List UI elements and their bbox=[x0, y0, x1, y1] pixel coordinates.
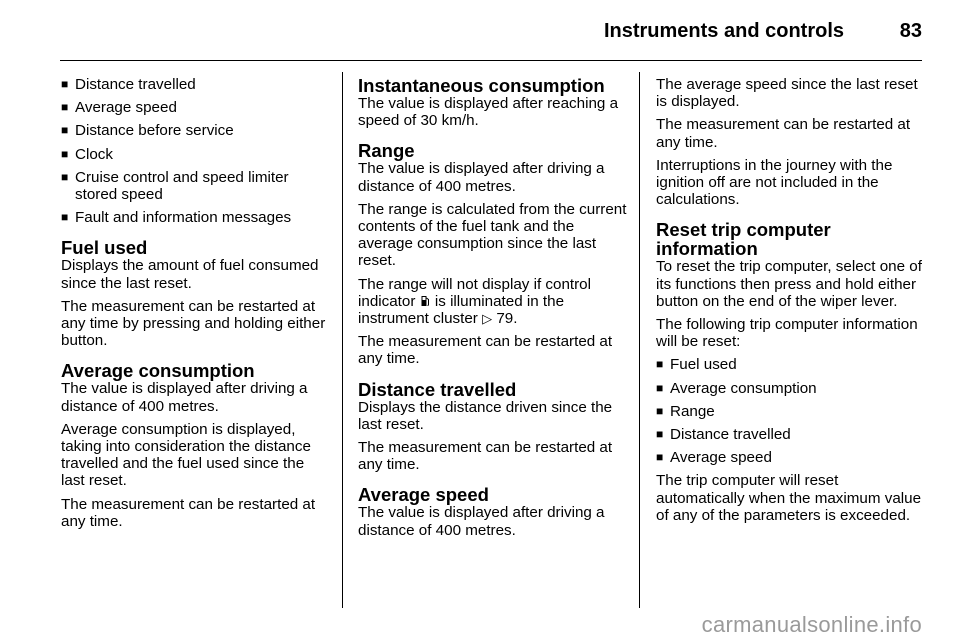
paragraph: The measurement can be restarted at any time. bbox=[358, 439, 613, 474]
list-item: ■ Average consumption bbox=[656, 379, 817, 397]
section-heading: Fuel used bbox=[61, 237, 148, 259]
column-3 bbox=[656, 76, 926, 530]
section-average-consumption bbox=[61, 361, 329, 530]
paragraph: The value is displayed after driving a distance of 400 metres. bbox=[61, 380, 308, 415]
square-bullet-icon: ■ bbox=[656, 403, 664, 418]
paragraph-text: is illuminated in the instrument cluster bbox=[358, 292, 565, 328]
section-reset-trip-computer bbox=[656, 220, 926, 524]
square-bullet-icon: ■ bbox=[656, 357, 664, 372]
section-heading: Average speed bbox=[358, 484, 489, 506]
paragraph: The trip computer will reset automatically when the maximum value of any of the parameters is exceeded. bbox=[656, 472, 922, 524]
section-range bbox=[358, 141, 628, 367]
section-heading: Instantaneous consumption bbox=[358, 75, 605, 96]
list-item: ■ Distance before service bbox=[61, 122, 234, 140]
page-header bbox=[60, 14, 922, 48]
list-item: ■ Average speed bbox=[61, 99, 177, 117]
square-bullet-icon: ■ bbox=[61, 123, 69, 138]
paragraph: To reset the trip computer, select one of its functions then press and hold either button on the end of the wiper lever. bbox=[656, 258, 922, 310]
paragraph: The measurement can be restarted at any time by pressing and holding either button. bbox=[61, 297, 326, 350]
paragraph: Interruptions in the journey with the ignition off are not included in the calculations. bbox=[656, 156, 893, 209]
section-average-speed bbox=[358, 485, 628, 538]
paragraph: Displays the amount of fuel consumed since the last reset. bbox=[61, 257, 319, 292]
list-item: ■ Cruise control and speed limiter stored speed bbox=[61, 168, 289, 204]
section-heading: Range bbox=[358, 140, 415, 162]
column-divider-2 bbox=[639, 72, 640, 608]
bullet-list bbox=[656, 356, 926, 466]
paragraph: The average speed since the last reset is displayed. bbox=[656, 76, 918, 111]
list-item: ■ Distance travelled bbox=[656, 426, 791, 444]
page-number: 83 bbox=[899, 20, 922, 42]
paragraph: Average consumption is displayed, taking into consideration the distance travelled and the fuel used since the last reset. bbox=[61, 420, 311, 490]
fuel-pump-icon bbox=[421, 295, 430, 307]
square-bullet-icon: ■ bbox=[656, 380, 664, 395]
section-distance-travelled bbox=[358, 380, 628, 474]
square-bullet-icon: ■ bbox=[656, 427, 664, 442]
square-bullet-icon: ■ bbox=[656, 450, 664, 465]
paragraph: The measurement can be restarted at any time. bbox=[656, 116, 911, 151]
paragraph: The range is calculated from the current contents of the fuel tank and the average consumption since the last reset. bbox=[358, 200, 627, 270]
list-item: ■ Fuel used bbox=[656, 356, 737, 374]
paragraph: The value is displayed after driving a distance of 400 metres. bbox=[358, 504, 605, 539]
column-divider-1 bbox=[342, 72, 343, 608]
page-title: Instruments and controls bbox=[603, 20, 844, 42]
square-bullet-icon: ■ bbox=[61, 169, 69, 184]
section-heading: Reset trip computer information bbox=[656, 219, 831, 260]
section-heading: Average consumption bbox=[61, 360, 255, 382]
watermark: carmanualsonline.info bbox=[701, 612, 922, 637]
page-reference: 79. bbox=[496, 310, 518, 328]
list-item: ■ Range bbox=[656, 402, 715, 420]
column-2 bbox=[358, 76, 628, 545]
list-item: ■ Average speed bbox=[656, 449, 772, 467]
square-bullet-icon: ■ bbox=[61, 210, 69, 225]
paragraph: The measurement can be restarted at any time. bbox=[358, 333, 613, 368]
paragraph: The value is displayed after reaching a speed of 30 km/h. bbox=[358, 95, 619, 130]
bullet-list bbox=[61, 76, 329, 226]
paragraph: Displays the distance driven since the last reset. bbox=[358, 398, 613, 433]
paragraph: The value is displayed after driving a distance of 400 metres. bbox=[358, 160, 605, 195]
list-item: ■ Distance travelled bbox=[61, 76, 196, 93]
list-item: ■ Fault and information messages bbox=[61, 209, 292, 227]
paragraph bbox=[358, 276, 628, 328]
cross-reference-arrow-icon: ▷ bbox=[482, 311, 493, 327]
paragraph: The measurement can be restarted at any time. bbox=[61, 495, 316, 530]
square-bullet-icon: ■ bbox=[61, 77, 69, 91]
column-1 bbox=[61, 76, 329, 536]
list-item: ■ Clock bbox=[61, 145, 113, 163]
paragraph: The following trip computer information will be reset: bbox=[656, 316, 918, 351]
section-heading: Distance travelled bbox=[358, 378, 517, 400]
section-instantaneous-consumption bbox=[358, 76, 628, 129]
header-rule bbox=[60, 60, 922, 61]
paragraph-text: The range will not display if control indicator bbox=[358, 275, 591, 310]
square-bullet-icon: ■ bbox=[61, 146, 69, 161]
square-bullet-icon: ■ bbox=[61, 100, 69, 115]
section-fuel-used bbox=[61, 238, 329, 349]
